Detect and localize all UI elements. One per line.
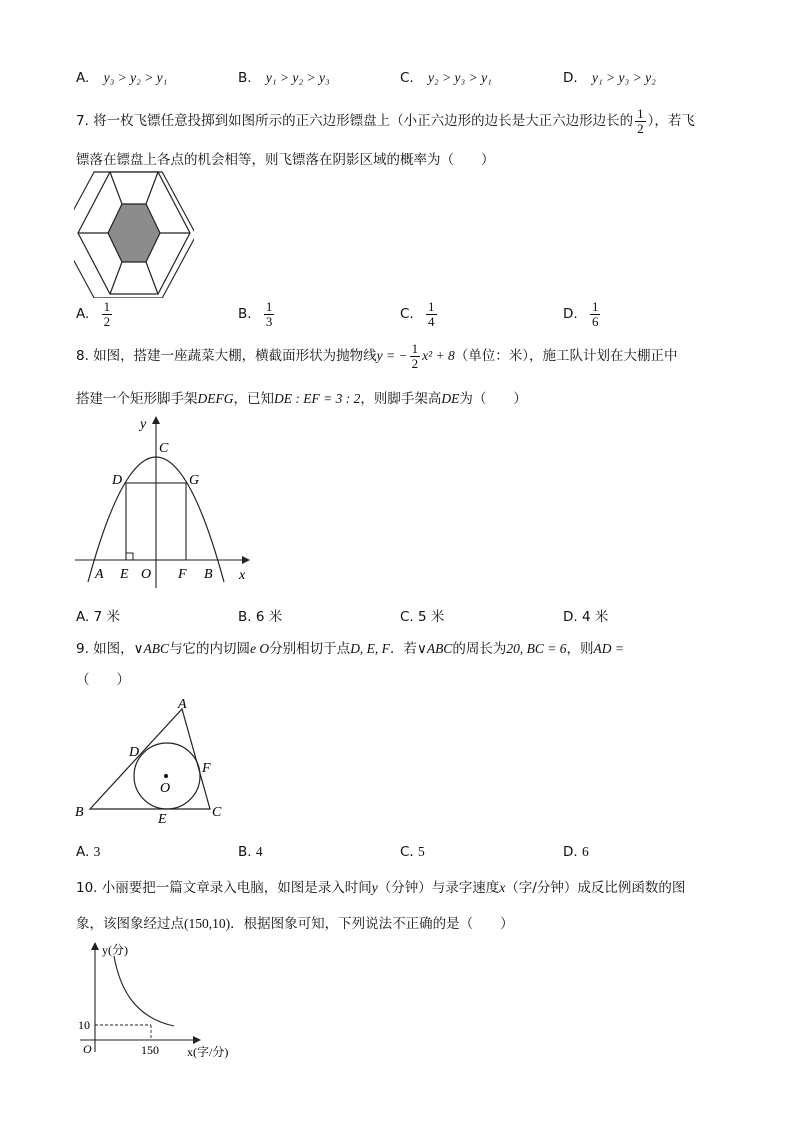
x-axis-arrow [193,1036,201,1044]
y-axis-arrow [152,416,160,424]
label-d: D [129,745,140,760]
right-angle-marker [126,553,133,560]
label-a: A [178,697,187,712]
label-d: D [112,473,123,488]
q8-stem-line1: 8. 如图，搭建一座蔬菜大棚，横截面形状为抛物线y = − $\frac{1}{2}$ x² + 8（单位：米），施工队计划在大棚正中 [76,341,678,371]
label-b: B [204,567,213,582]
label-e: E [120,567,129,582]
x-axis-arrow [242,556,250,564]
q6-option-d: D. y₁ > y₃ > y₂ [563,70,656,86]
origin-label: O [83,1042,92,1056]
tick-label-150: 150 [141,1043,159,1057]
q7-stem-line1: 7. 将一枚飞镖任意投掷到如图所示的正六边形镖盘上（小正六边形的边长是大正六边形边长的 $\frac{1}{2}$ ），若飞 [76,106,695,136]
q8-option-d: D. 4 米 [563,609,609,625]
y-axis-arrow [91,942,99,950]
q7-option-a: A. $\frac{1}{2}$ [76,299,111,329]
tick-label-10: 10 [78,1018,90,1032]
q8-option-c: C. 5 米 [400,609,445,625]
label-c: C [212,805,222,820]
label-e: E [158,812,167,826]
label-f: F [178,567,187,582]
hexagon-dartboard-figure [74,170,194,298]
label-c: C [159,441,169,456]
q8-option-a: A. 7 米 [76,609,120,625]
q9-option-a: A. 3 [76,844,101,860]
q9-option-b: B. 4 [238,844,263,860]
q9-option-d: D. 6 [563,844,589,860]
q7-option-d: D. $\frac{1}{6}$ [563,299,599,329]
q7-fraction: $\frac{1}{2}$ [637,106,644,136]
inverse-function-graph [74,940,254,1062]
triangle-incircle-figure [72,696,232,826]
q9-stem-line1: 9. 如图，∨ABC与它的内切圆e O分别相切于点D, E, F．若∨ABC的周长为20, BC = 6，则AD = [76,641,624,657]
label-g: G [189,473,200,488]
q7-option-b: B. $\frac{1}{3}$ [238,299,273,329]
q8-stem-line2: 搭建一个矩形脚手架DEFG，已知DE : EF = 3 : 2，则脚手架高DE为（ ） [76,391,527,407]
label-o: O [141,567,152,582]
x-axis-label: x(字/分) [187,1045,229,1059]
q8-option-b: B. 6 米 [238,609,283,625]
triangle-abc [90,709,210,809]
label-x: x [239,568,246,583]
label-y: y [140,417,147,432]
label-o: O [160,781,171,796]
q10-stem-line2: 象，该图象经过点(150,10)．根据图象可知，下列说法不正确的是（ ） [76,916,514,932]
hyperbola-curve [114,956,174,1026]
label-a: A [95,567,104,582]
q10-stem-line1: 10. 小丽要把一篇文章录入电脑，如图是录入时间y（分钟）与录字速度x（字/分钟）成反比例函数的图 [76,880,686,896]
center-dot [164,774,168,778]
q9-option-c: C. 5 [400,844,425,860]
label-b: B [75,805,84,820]
parabola-scaffold-figure [70,412,260,590]
label-f: F [202,761,211,776]
q6-option-c: C. y₂ > y₃ > y₁ [400,70,492,86]
q7-stem-line2: 镖落在镖盘上各点的机会相等，则飞镖落在阴影区域的概率为（ ） [76,152,495,168]
q9-stem-line2: （ ） [76,672,130,688]
q7-option-c: C. $\frac{1}{4}$ [400,299,435,329]
q6-option-a: A. y₃ > y₂ > y₁ [76,70,168,86]
y-axis-label: y(分) [102,943,128,957]
q6-option-b: B. y₁ > y₂ > y₃ [238,70,330,86]
